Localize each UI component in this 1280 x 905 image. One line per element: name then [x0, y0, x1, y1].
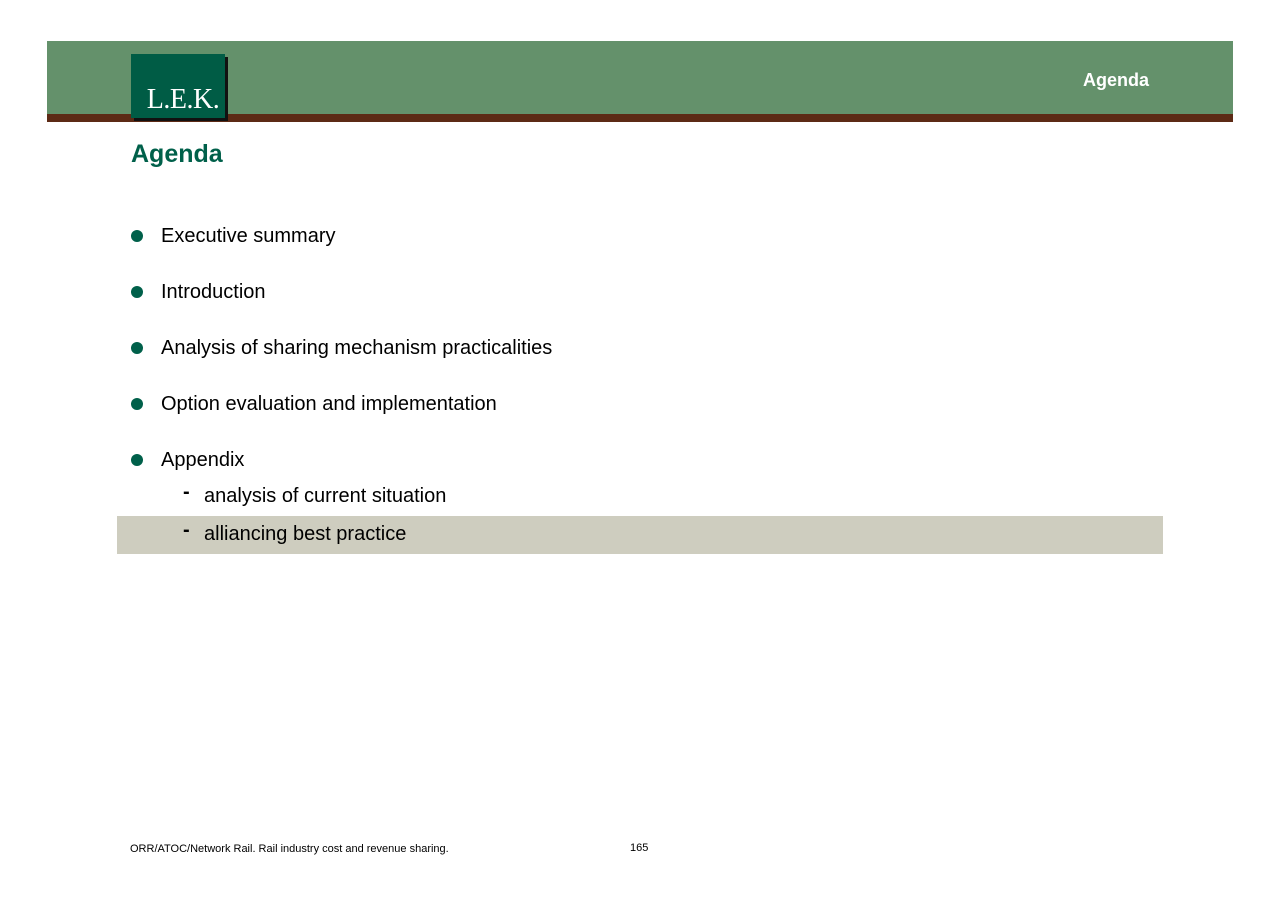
- bullet-icon: [131, 286, 143, 298]
- agenda-item-label: Introduction: [161, 280, 266, 303]
- subitem-label: alliancing best practice: [204, 522, 407, 545]
- agenda-item-executive-summary: [131, 221, 336, 251]
- logo-text: L.E.K.: [146, 84, 220, 115]
- bullet-icon: [131, 230, 143, 242]
- bullet-icon: [131, 454, 143, 466]
- dash-bullet: -: [183, 480, 190, 503]
- agenda-item-appendix: [131, 445, 244, 475]
- agenda-item-label: Appendix: [161, 448, 245, 471]
- footer-source: ORR/ATOC/Network Rail. Rail industry cost and revenue sharing.: [130, 843, 449, 855]
- appendix-subitem-current-situation: [183, 481, 446, 511]
- agenda-item-label: Analysis of sharing mechanism practicalities: [161, 336, 553, 359]
- dash-bullet: -: [183, 518, 190, 541]
- page-title: Agenda: [131, 140, 223, 168]
- page-number: 165: [630, 842, 649, 854]
- lek-logo: [131, 54, 225, 118]
- agenda-item-analysis: [131, 333, 552, 363]
- agenda-item-label: Executive summary: [161, 224, 336, 247]
- header-section-label: Agenda: [1083, 70, 1150, 90]
- agenda-item-option-evaluation: [131, 389, 497, 419]
- bullet-icon: [131, 398, 143, 410]
- agenda-item-label: Option evaluation and implementation: [161, 392, 497, 415]
- subitem-label: analysis of current situation: [204, 484, 447, 507]
- appendix-subitem-alliancing: [183, 519, 406, 549]
- agenda-item-introduction: [131, 277, 266, 307]
- bullet-icon: [131, 342, 143, 354]
